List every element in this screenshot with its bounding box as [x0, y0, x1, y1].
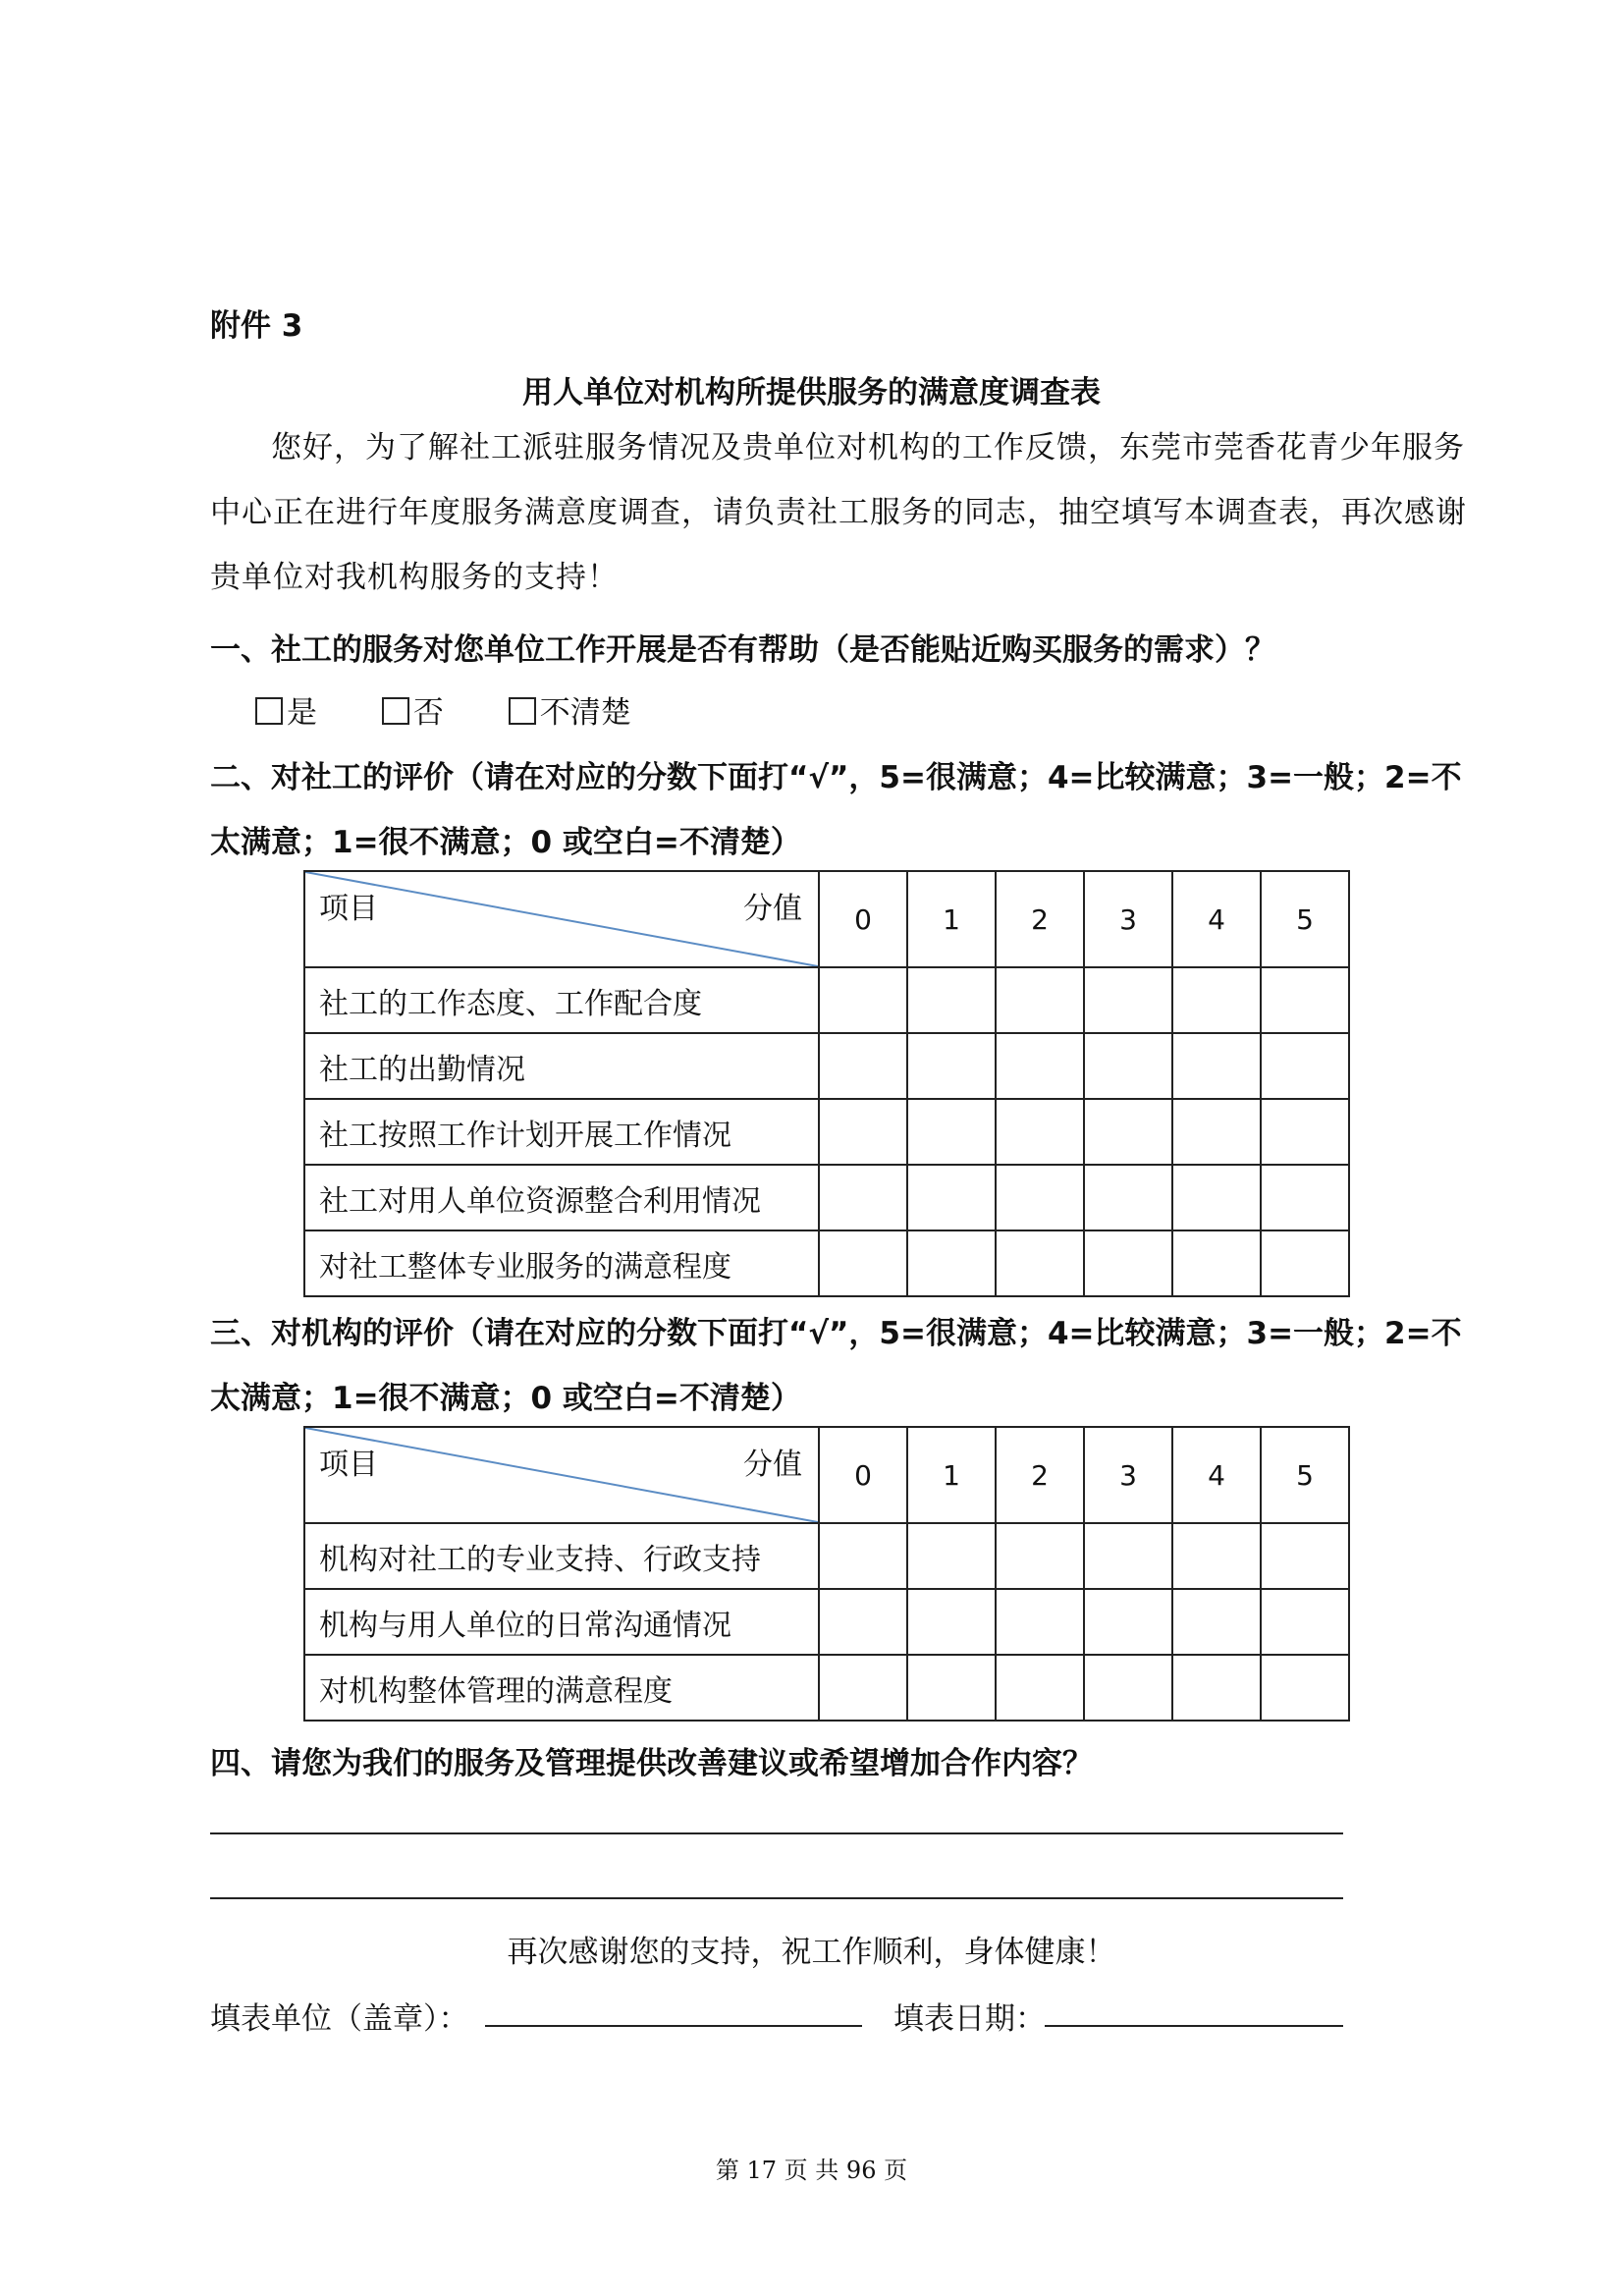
- score-cell[interactable]: [1172, 1655, 1261, 1721]
- score-header: 1: [907, 871, 996, 967]
- score-cell[interactable]: [1084, 1655, 1172, 1721]
- score-cell[interactable]: [996, 967, 1084, 1033]
- score-cell[interactable]: [1172, 967, 1261, 1033]
- score-cell[interactable]: [907, 1033, 996, 1099]
- score-cell[interactable]: [907, 1165, 996, 1230]
- diagonal-line: [305, 1428, 818, 1522]
- table-row: [304, 1655, 1349, 1721]
- table-row: [304, 1165, 1349, 1230]
- score-header: 4: [1172, 871, 1261, 967]
- score-cell[interactable]: [1084, 1523, 1172, 1589]
- social-worker-rating-table: [303, 870, 1350, 1297]
- score-header: 5: [1261, 871, 1349, 967]
- option-label: 不清楚: [539, 695, 631, 731]
- agency-rating-table: [303, 1426, 1350, 1722]
- score-cell[interactable]: [996, 1033, 1084, 1099]
- row-item-label: 机构与用人单位的日常沟通情况: [304, 1589, 819, 1655]
- table-row: [304, 967, 1349, 1033]
- fill-date-field[interactable]: [1045, 2025, 1343, 2027]
- score-cell[interactable]: [1172, 1589, 1261, 1655]
- page-number: 第 17 页 共 96 页: [715, 2157, 908, 2184]
- question-1: 一、社工的服务对您单位工作开展是否有帮助（是否能贴近购买服务的需求）？: [210, 632, 1275, 668]
- checkbox-icon[interactable]: [509, 697, 536, 725]
- score-header: 5: [1261, 1427, 1349, 1523]
- annex-label: 附件 3: [210, 308, 303, 344]
- page-title: 用人单位对机构所提供服务的满意度调查表: [522, 375, 1101, 410]
- score-cell[interactable]: [1261, 1099, 1349, 1165]
- score-cell[interactable]: [819, 1099, 907, 1165]
- score-cell[interactable]: [1261, 1165, 1349, 1230]
- score-cell[interactable]: [1261, 1033, 1349, 1099]
- score-header: 4: [1172, 1427, 1261, 1523]
- intro-paragraph: [210, 415, 1467, 610]
- checkbox-icon[interactable]: [255, 697, 283, 725]
- score-cell[interactable]: [819, 1589, 907, 1655]
- score-cell[interactable]: [1084, 1165, 1172, 1230]
- question-4: 四、请您为我们的服务及管理提供改善建议或希望增加合作内容？: [210, 1746, 1093, 1781]
- q1-options: [255, 687, 686, 732]
- score-header: 3: [1084, 871, 1172, 967]
- question-3-line2: 太满意；1=很不满意；0 或空白=不清楚）: [210, 1381, 801, 1416]
- score-cell[interactable]: [1172, 1230, 1261, 1296]
- fill-date-label: 填表日期：: [893, 2001, 1046, 2037]
- checkbox-icon[interactable]: [382, 697, 409, 725]
- score-cell[interactable]: [1261, 1655, 1349, 1721]
- score-header: 1: [907, 1427, 996, 1523]
- score-header: 2: [996, 871, 1084, 967]
- row-item-label: 社工的出勤情况: [304, 1033, 819, 1099]
- option-label: 否: [412, 695, 444, 731]
- intro-line: 贵单位对我机构服务的支持！: [210, 560, 619, 595]
- option-label: 是: [287, 695, 317, 731]
- score-cell[interactable]: [1084, 1033, 1172, 1099]
- diagonal-line: [305, 872, 818, 966]
- score-cell[interactable]: [1261, 967, 1349, 1033]
- score-cell[interactable]: [1172, 1523, 1261, 1589]
- score-cell[interactable]: [996, 1165, 1084, 1230]
- table-row: [304, 1033, 1349, 1099]
- score-cell[interactable]: [1261, 1589, 1349, 1655]
- table-row: [304, 1523, 1349, 1589]
- score-header: 3: [1084, 1427, 1172, 1523]
- answer-line[interactable]: [210, 1897, 1343, 1899]
- score-header: 0: [819, 1427, 907, 1523]
- row-item-label: 机构对社工的专业支持、行政支持: [304, 1523, 819, 1589]
- score-cell[interactable]: [996, 1230, 1084, 1296]
- header-item-label: 项目: [319, 1448, 378, 1482]
- score-cell[interactable]: [1261, 1230, 1349, 1296]
- score-cell[interactable]: [907, 1523, 996, 1589]
- table-row: [304, 1589, 1349, 1655]
- question-2-line1: 二、对社工的评价（请在对应的分数下面打“√”，5=很满意；4=比较满意；3=一般；2=不: [210, 760, 1462, 795]
- score-cell[interactable]: [996, 1099, 1084, 1165]
- option-unsure[interactable]: [509, 687, 631, 732]
- score-cell[interactable]: [907, 1589, 996, 1655]
- fill-unit-label: 填表单位（盖章）：: [210, 2001, 469, 2037]
- table-row: [304, 1099, 1349, 1165]
- score-cell[interactable]: [819, 1230, 907, 1296]
- score-cell[interactable]: [1172, 1033, 1261, 1099]
- header-item-label: 项目: [319, 892, 378, 926]
- score-cell[interactable]: [907, 1655, 996, 1721]
- header-diagonal-cell: [304, 1427, 819, 1523]
- header-score-label: 分值: [743, 1448, 802, 1482]
- score-cell[interactable]: [819, 1655, 907, 1721]
- score-cell[interactable]: [1172, 1165, 1261, 1230]
- question-3-line1: 三、对机构的评价（请在对应的分数下面打“√”，5=很满意；4=比较满意；3=一般；2=不: [210, 1316, 1462, 1351]
- score-cell[interactable]: [819, 1165, 907, 1230]
- fill-unit-field[interactable]: [485, 2025, 862, 2027]
- score-cell[interactable]: [1084, 1099, 1172, 1165]
- score-cell[interactable]: [1084, 1589, 1172, 1655]
- header-score-label: 分值: [743, 892, 802, 926]
- score-header: 2: [996, 1427, 1084, 1523]
- row-item-label: 对社工整体专业服务的满意程度: [304, 1230, 819, 1296]
- intro-line: 中心正在进行年度服务满意度调查，请负责社工服务的同志，抽空填写本调查表，再次感谢: [210, 495, 1467, 530]
- table-row: [304, 1230, 1349, 1296]
- score-cell[interactable]: [996, 1589, 1084, 1655]
- score-cell[interactable]: [907, 1099, 996, 1165]
- score-cell[interactable]: [1084, 1230, 1172, 1296]
- score-cell[interactable]: [1261, 1523, 1349, 1589]
- score-cell[interactable]: [996, 1655, 1084, 1721]
- row-item-label: 社工的工作态度、工作配合度: [304, 967, 819, 1033]
- score-cell[interactable]: [907, 1230, 996, 1296]
- score-cell[interactable]: [819, 1033, 907, 1099]
- score-cell[interactable]: [907, 967, 996, 1033]
- score-cell[interactable]: [996, 1523, 1084, 1589]
- row-item-label: 社工按照工作计划开展工作情况: [304, 1099, 819, 1165]
- option-yes[interactable]: [255, 687, 317, 732]
- row-item-label: 对机构整体管理的满意程度: [304, 1655, 819, 1721]
- table-header-row: [304, 1427, 1349, 1523]
- answer-line[interactable]: [210, 1832, 1343, 1834]
- question-2-line2: 太满意；1=很不满意；0 或空白=不清楚）: [210, 825, 801, 860]
- option-no[interactable]: [382, 687, 444, 732]
- closing-text: 再次感谢您的支持，祝工作顺利，身体健康！: [507, 1935, 1116, 1970]
- score-cell[interactable]: [819, 1523, 907, 1589]
- header-diagonal-cell: [304, 871, 819, 967]
- score-cell[interactable]: [819, 967, 907, 1033]
- row-item-label: 社工对用人单位资源整合利用情况: [304, 1165, 819, 1230]
- intro-line: 您好，为了解社工派驻服务情况及贵单位对机构的工作反馈，东莞市莞香花青少年服务: [271, 430, 1465, 465]
- score-header: 0: [819, 871, 907, 967]
- table-header-row: [304, 871, 1349, 967]
- score-cell[interactable]: [1172, 1099, 1261, 1165]
- score-cell[interactable]: [1084, 967, 1172, 1033]
